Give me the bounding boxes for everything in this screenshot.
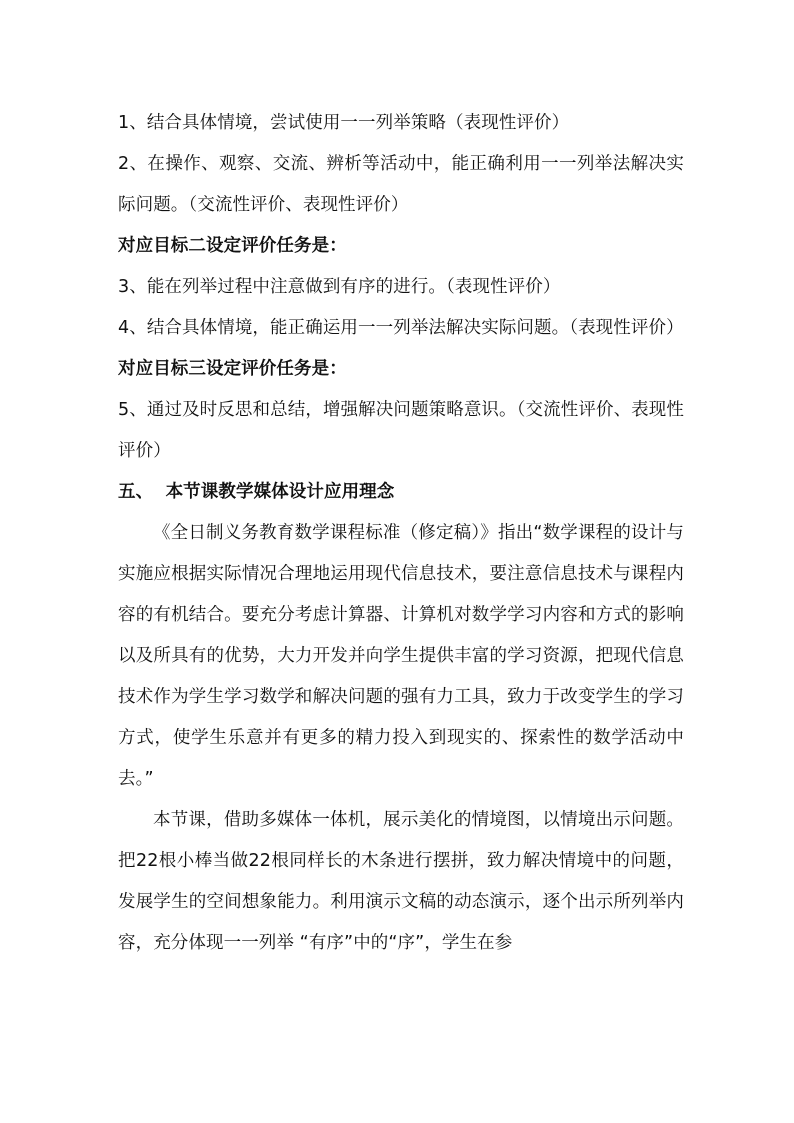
- eval-task-3: 3、能在列举过程中注意做到有序的进行。（表现性评价）: [118, 277, 561, 297]
- lesson-media-paragraph: 本节课，借助多媒体一体机，展示美化的情境图，以情境出示问题。把22根小棒当做22根同样长的木条进行摆拼，致力解决情境中的问题，发展学生的空间想象能力。利用演示文稿的动态演示，逐个出示所列举内容，充分体现一一列举 “有序”中的“序”，学生在参: [118, 810, 684, 953]
- eval-task-5: 5、通过及时反思和总结，增强解决问题策略意识。（交流性评价、表现性评价）: [118, 400, 684, 461]
- goal-2-heading: 对应目标二设定评价任务是：: [118, 236, 347, 256]
- eval-task-2: 2、在操作、观察、交流、辨析等活动中，能正确利用一一列举法解决实际问题。（交流性评价、表现性评价）: [118, 154, 684, 215]
- curriculum-standard-quote: 《全日制义务教育数学课程标准（修定稿）》指出“数学课程的设计与实施应根据实际情况合理地运用现代信息技术，要注意信息技术与课程内容的有机结合。要充分考虑计算器、计算机对数学学习内容和方式的影响以及所具有的优势，大力开发并向学生提供丰富的学习资源，把现代信息技术作为学生学习数学和解决问题的强有力工具，致力于改变学生的学习方式，使学生乐意并有更多的精力投入到现实的、探索性的数学活动中去。”: [118, 523, 684, 789]
- goal-3-heading: 对应目标三设定评价任务是：: [118, 359, 347, 379]
- eval-task-4: 4、结合具体情境，能正确运用一一列举法解决实际问题。（表现性评价）: [118, 318, 684, 338]
- section-5-heading: 五、 本节课教学媒体设计应用理念: [118, 482, 395, 502]
- eval-task-1: 1、结合具体情境，尝试使用一一列举策略（表现性评价）: [118, 113, 570, 133]
